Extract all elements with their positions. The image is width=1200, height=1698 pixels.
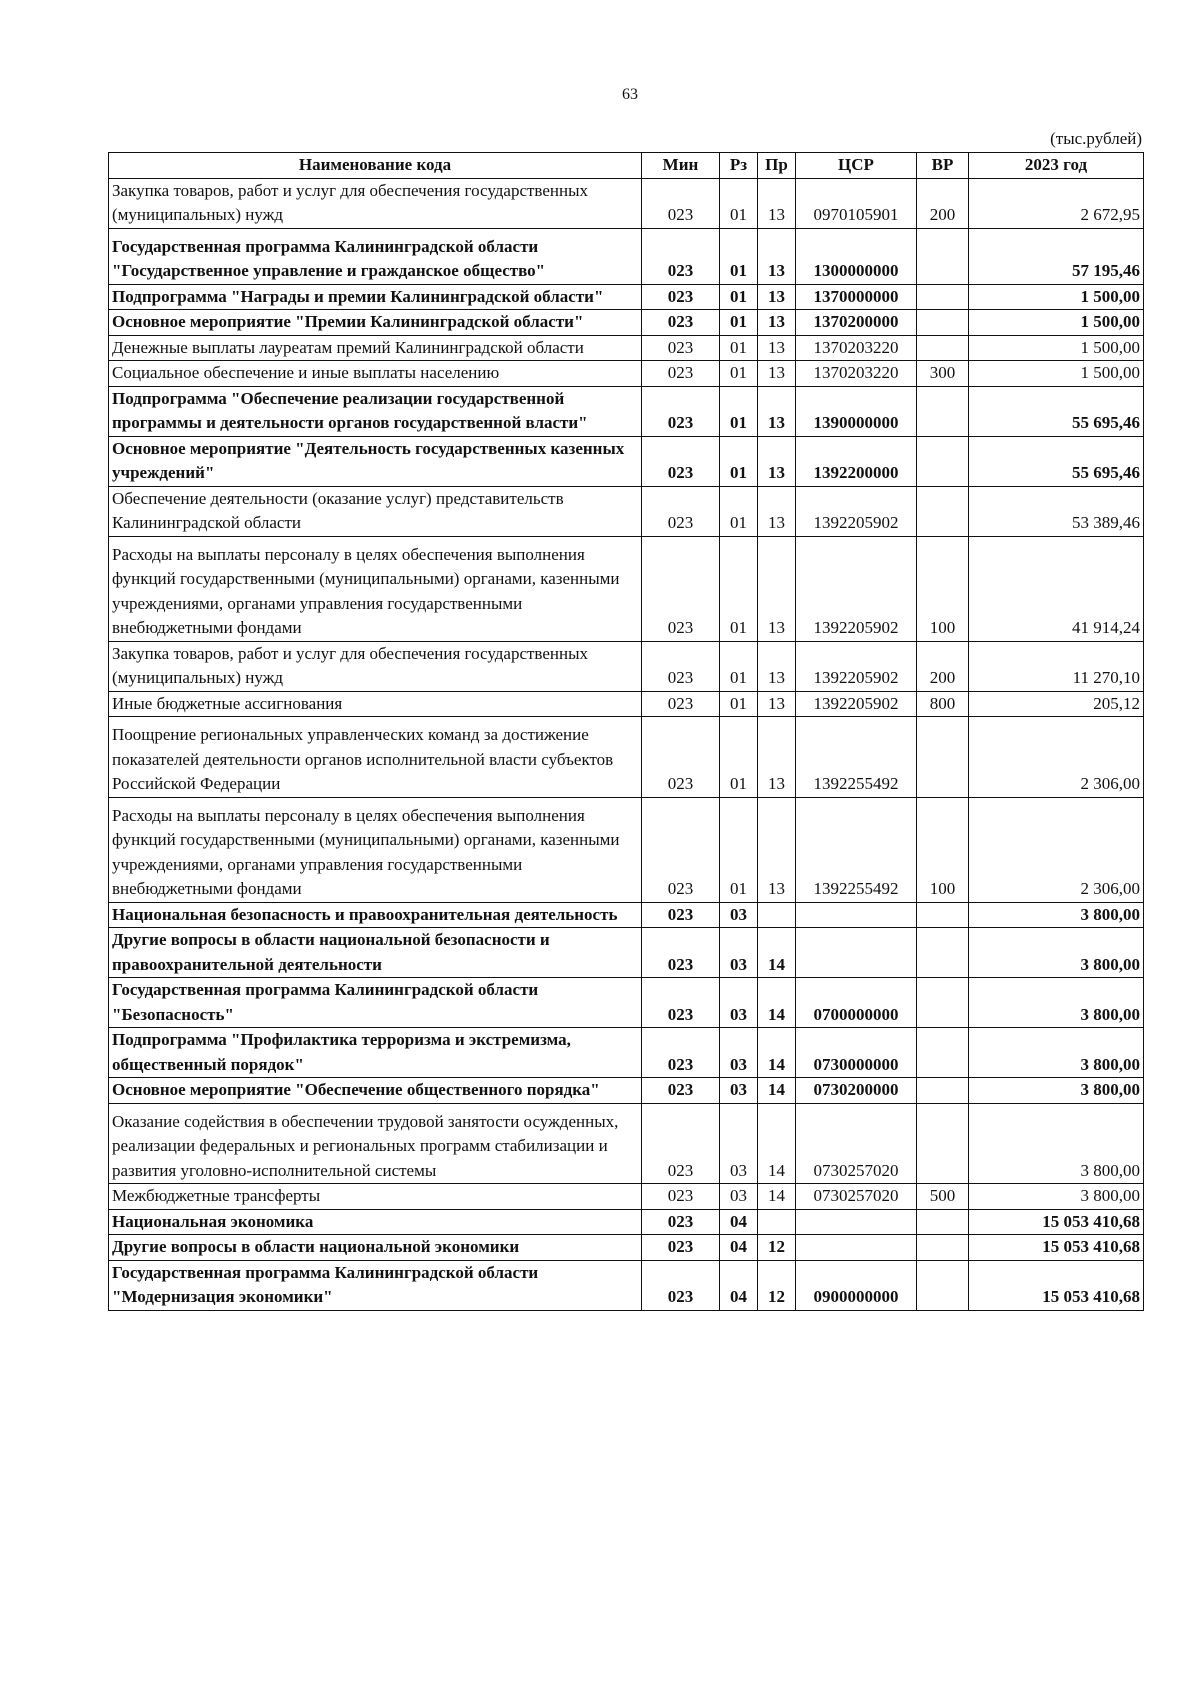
cell-rz: 01 bbox=[720, 536, 758, 641]
cell-amount: 2 306,00 bbox=[969, 797, 1144, 902]
table-row bbox=[109, 1184, 1144, 1210]
cell-pr: 13 bbox=[758, 486, 796, 536]
cell-min: 023 bbox=[642, 228, 720, 284]
table-row bbox=[109, 436, 1144, 486]
cell-name: Государственная программа Калининградской области "Модернизация экономики" bbox=[109, 1260, 642, 1310]
cell-min: 023 bbox=[642, 386, 720, 436]
cell-min: 023 bbox=[642, 361, 720, 387]
cell-rz: 03 bbox=[720, 1103, 758, 1184]
cell-name: Подпрограмма "Обеспечение реализации государственной программы и деятельности органов государственной власти" bbox=[109, 386, 642, 436]
cell-csr: 1390000000 bbox=[796, 386, 917, 436]
cell-pr: 13 bbox=[758, 691, 796, 717]
cell-pr: 14 bbox=[758, 1078, 796, 1104]
cell-rz: 04 bbox=[720, 1209, 758, 1235]
cell-vr: 800 bbox=[917, 691, 969, 717]
cell-vr bbox=[917, 310, 969, 336]
cell-csr: 0730200000 bbox=[796, 1078, 917, 1104]
cell-vr bbox=[917, 1209, 969, 1235]
cell-min: 023 bbox=[642, 436, 720, 486]
cell-csr: 1392205902 bbox=[796, 641, 917, 691]
cell-name: Иные бюджетные ассигнования bbox=[109, 691, 642, 717]
cell-pr: 13 bbox=[758, 436, 796, 486]
cell-rz: 01 bbox=[720, 228, 758, 284]
cell-amount: 2 672,95 bbox=[969, 178, 1144, 228]
table-header bbox=[109, 153, 1144, 179]
table-row bbox=[109, 717, 1144, 798]
cell-name: Расходы на выплаты персоналу в целях обеспечения выполнения функций государственными (муниципальными) органами, казенными учреждениями, органами управления государственными внебюджетными фондами bbox=[109, 797, 642, 902]
table-row bbox=[109, 536, 1144, 641]
cell-min: 023 bbox=[642, 1103, 720, 1184]
cell-min: 023 bbox=[642, 1260, 720, 1310]
cell-vr bbox=[917, 928, 969, 978]
table-row bbox=[109, 1235, 1144, 1261]
cell-rz: 01 bbox=[720, 284, 758, 310]
cell-rz: 04 bbox=[720, 1260, 758, 1310]
cell-rz: 03 bbox=[720, 1078, 758, 1104]
cell-amount: 11 270,10 bbox=[969, 641, 1144, 691]
cell-name: Другие вопросы в области национальной безопасности и правоохранительной деятельности bbox=[109, 928, 642, 978]
table-row bbox=[109, 1103, 1144, 1184]
cell-min: 023 bbox=[642, 978, 720, 1028]
cell-csr: 1392255492 bbox=[796, 717, 917, 798]
cell-min: 023 bbox=[642, 1028, 720, 1078]
cell-rz: 01 bbox=[720, 691, 758, 717]
budget-table bbox=[108, 152, 1144, 1311]
cell-pr bbox=[758, 1209, 796, 1235]
cell-pr: 13 bbox=[758, 228, 796, 284]
cell-pr: 12 bbox=[758, 1235, 796, 1261]
cell-name: Национальная экономика bbox=[109, 1209, 642, 1235]
cell-amount: 1 500,00 bbox=[969, 310, 1144, 336]
table-row bbox=[109, 486, 1144, 536]
table-row bbox=[109, 797, 1144, 902]
cell-amount: 3 800,00 bbox=[969, 902, 1144, 928]
cell-name: Закупка товаров, работ и услуг для обеспечения государственных (муниципальных) нужд bbox=[109, 178, 642, 228]
table-row bbox=[109, 335, 1144, 361]
cell-csr: 0730257020 bbox=[796, 1184, 917, 1210]
cell-pr: 14 bbox=[758, 1028, 796, 1078]
cell-amount: 15 053 410,68 bbox=[969, 1260, 1144, 1310]
table-row bbox=[109, 284, 1144, 310]
header-name: Наименование кода bbox=[109, 153, 642, 179]
cell-min: 023 bbox=[642, 486, 720, 536]
cell-pr: 14 bbox=[758, 928, 796, 978]
cell-name: Государственная программа Калининградской области "Государственное управление и гражданское общество" bbox=[109, 228, 642, 284]
cell-rz: 01 bbox=[720, 486, 758, 536]
cell-vr: 200 bbox=[917, 641, 969, 691]
cell-csr bbox=[796, 1209, 917, 1235]
cell-pr: 13 bbox=[758, 310, 796, 336]
cell-vr bbox=[917, 902, 969, 928]
cell-name: Расходы на выплаты персоналу в целях обеспечения выполнения функций государственными (муниципальными) органами, казенными учреждениями, органами управления государственными внебюджетными фондами bbox=[109, 536, 642, 641]
cell-name: Межбюджетные трансферты bbox=[109, 1184, 642, 1210]
cell-amount: 2 306,00 bbox=[969, 717, 1144, 798]
cell-vr bbox=[917, 335, 969, 361]
cell-csr: 1392200000 bbox=[796, 436, 917, 486]
cell-amount: 55 695,46 bbox=[969, 386, 1144, 436]
cell-name: Основное мероприятие "Деятельность государственных казенных учреждений" bbox=[109, 436, 642, 486]
cell-name: Оказание содействия в обеспечении трудовой занятости осужденных, реализации федеральных и региональных программ стабилизации и развития уголовно-исполнительной системы bbox=[109, 1103, 642, 1184]
cell-min: 023 bbox=[642, 641, 720, 691]
cell-vr bbox=[917, 1028, 969, 1078]
cell-csr bbox=[796, 928, 917, 978]
table-row bbox=[109, 178, 1144, 228]
table-row bbox=[109, 978, 1144, 1028]
cell-pr: 13 bbox=[758, 284, 796, 310]
cell-vr bbox=[917, 978, 969, 1028]
cell-pr: 14 bbox=[758, 1103, 796, 1184]
cell-vr bbox=[917, 436, 969, 486]
table-row bbox=[109, 1209, 1144, 1235]
cell-amount: 3 800,00 bbox=[969, 1028, 1144, 1078]
cell-vr bbox=[917, 1103, 969, 1184]
cell-vr: 300 bbox=[917, 361, 969, 387]
cell-rz: 03 bbox=[720, 1028, 758, 1078]
cell-rz: 01 bbox=[720, 641, 758, 691]
cell-rz: 03 bbox=[720, 1184, 758, 1210]
cell-csr: 1392205902 bbox=[796, 691, 917, 717]
cell-csr: 1370203220 bbox=[796, 335, 917, 361]
table-row bbox=[109, 386, 1144, 436]
cell-name: Денежные выплаты лауреатам премий Калининградской области bbox=[109, 335, 642, 361]
table-body bbox=[109, 178, 1144, 1310]
cell-pr bbox=[758, 902, 796, 928]
cell-name: Основное мероприятие "Премии Калининградской области" bbox=[109, 310, 642, 336]
cell-min: 023 bbox=[642, 178, 720, 228]
cell-amount: 1 500,00 bbox=[969, 335, 1144, 361]
header-year: 2023 год bbox=[969, 153, 1144, 179]
cell-csr bbox=[796, 902, 917, 928]
cell-name: Основное мероприятие "Обеспечение общественного порядка" bbox=[109, 1078, 642, 1104]
cell-pr: 14 bbox=[758, 978, 796, 1028]
cell-csr: 1370200000 bbox=[796, 310, 917, 336]
cell-name: Обеспечение деятельности (оказание услуг) представительств Калининградской области bbox=[109, 486, 642, 536]
cell-name: Подпрограмма "Профилактика терроризма и экстремизма, общественный порядок" bbox=[109, 1028, 642, 1078]
cell-rz: 01 bbox=[720, 797, 758, 902]
header-min: Мин bbox=[642, 153, 720, 179]
page-number: 63 bbox=[622, 86, 638, 103]
cell-csr: 0700000000 bbox=[796, 978, 917, 1028]
cell-csr: 1392205902 bbox=[796, 486, 917, 536]
cell-name: Подпрограмма "Награды и премии Калининградской области" bbox=[109, 284, 642, 310]
cell-vr: 100 bbox=[917, 797, 969, 902]
table-row bbox=[109, 691, 1144, 717]
table-row bbox=[109, 928, 1144, 978]
cell-csr: 1300000000 bbox=[796, 228, 917, 284]
cell-rz: 01 bbox=[720, 310, 758, 336]
cell-rz: 03 bbox=[720, 978, 758, 1028]
cell-amount: 15 053 410,68 bbox=[969, 1209, 1144, 1235]
cell-csr: 0730000000 bbox=[796, 1028, 917, 1078]
cell-pr: 13 bbox=[758, 335, 796, 361]
cell-amount: 1 500,00 bbox=[969, 361, 1144, 387]
cell-pr: 13 bbox=[758, 717, 796, 798]
units-label: (тыс.рублей) bbox=[1050, 129, 1142, 148]
cell-rz: 01 bbox=[720, 717, 758, 798]
cell-min: 023 bbox=[642, 928, 720, 978]
cell-name: Национальная безопасность и правоохранительная деятельность bbox=[109, 902, 642, 928]
cell-vr: 100 bbox=[917, 536, 969, 641]
header-rz: Рз bbox=[720, 153, 758, 179]
cell-min: 023 bbox=[642, 1078, 720, 1104]
cell-csr: 0730257020 bbox=[796, 1103, 917, 1184]
cell-min: 023 bbox=[642, 536, 720, 641]
cell-pr: 13 bbox=[758, 178, 796, 228]
cell-pr: 13 bbox=[758, 386, 796, 436]
cell-min: 023 bbox=[642, 284, 720, 310]
cell-amount: 15 053 410,68 bbox=[969, 1235, 1144, 1261]
cell-min: 023 bbox=[642, 691, 720, 717]
header-csr: ЦСР bbox=[796, 153, 917, 179]
cell-vr bbox=[917, 284, 969, 310]
cell-csr: 0970105901 bbox=[796, 178, 917, 228]
cell-pr: 13 bbox=[758, 641, 796, 691]
table-row bbox=[109, 361, 1144, 387]
table-row bbox=[109, 641, 1144, 691]
cell-rz: 01 bbox=[720, 386, 758, 436]
cell-rz: 01 bbox=[720, 335, 758, 361]
cell-amount: 3 800,00 bbox=[969, 978, 1144, 1028]
cell-name: Государственная программа Калининградской области "Безопасность" bbox=[109, 978, 642, 1028]
header-vr: ВР bbox=[917, 153, 969, 179]
cell-amount: 3 800,00 bbox=[969, 1103, 1144, 1184]
header-row bbox=[109, 153, 1144, 179]
cell-amount: 41 914,24 bbox=[969, 536, 1144, 641]
cell-csr: 1370203220 bbox=[796, 361, 917, 387]
cell-pr: 13 bbox=[758, 536, 796, 641]
cell-vr bbox=[917, 228, 969, 284]
cell-min: 023 bbox=[642, 797, 720, 902]
table-row bbox=[109, 1260, 1144, 1310]
cell-rz: 01 bbox=[720, 178, 758, 228]
cell-rz: 01 bbox=[720, 361, 758, 387]
cell-vr bbox=[917, 486, 969, 536]
cell-vr bbox=[917, 386, 969, 436]
cell-min: 023 bbox=[642, 1209, 720, 1235]
cell-rz: 04 bbox=[720, 1235, 758, 1261]
cell-min: 023 bbox=[642, 1184, 720, 1210]
cell-rz: 01 bbox=[720, 436, 758, 486]
cell-name: Социальное обеспечение и иные выплаты населению bbox=[109, 361, 642, 387]
cell-amount: 57 195,46 bbox=[969, 228, 1144, 284]
cell-pr: 14 bbox=[758, 1184, 796, 1210]
cell-csr: 0900000000 bbox=[796, 1260, 917, 1310]
cell-rz: 03 bbox=[720, 902, 758, 928]
cell-min: 023 bbox=[642, 902, 720, 928]
cell-name: Поощрение региональных управленческих команд за достижение показателей деятельности органов исполнительной власти субъектов Российской Федерации bbox=[109, 717, 642, 798]
cell-amount: 3 800,00 bbox=[969, 1078, 1144, 1104]
cell-amount: 3 800,00 bbox=[969, 928, 1144, 978]
cell-vr bbox=[917, 717, 969, 798]
cell-min: 023 bbox=[642, 310, 720, 336]
cell-min: 023 bbox=[642, 717, 720, 798]
cell-csr bbox=[796, 1235, 917, 1261]
cell-csr: 1392205902 bbox=[796, 536, 917, 641]
cell-vr bbox=[917, 1260, 969, 1310]
table-row bbox=[109, 1028, 1144, 1078]
cell-vr bbox=[917, 1078, 969, 1104]
cell-pr: 12 bbox=[758, 1260, 796, 1310]
table-row bbox=[109, 310, 1144, 336]
cell-vr bbox=[917, 1235, 969, 1261]
cell-min: 023 bbox=[642, 335, 720, 361]
cell-amount: 1 500,00 bbox=[969, 284, 1144, 310]
header-pr: Пр bbox=[758, 153, 796, 179]
cell-rz: 03 bbox=[720, 928, 758, 978]
table-row bbox=[109, 1078, 1144, 1104]
cell-amount: 55 695,46 bbox=[969, 436, 1144, 486]
cell-vr: 200 bbox=[917, 178, 969, 228]
table-row bbox=[109, 228, 1144, 284]
table-row bbox=[109, 902, 1144, 928]
cell-amount: 205,12 bbox=[969, 691, 1144, 717]
cell-amount: 3 800,00 bbox=[969, 1184, 1144, 1210]
cell-pr: 13 bbox=[758, 361, 796, 387]
cell-amount: 53 389,46 bbox=[969, 486, 1144, 536]
cell-pr: 13 bbox=[758, 797, 796, 902]
cell-vr: 500 bbox=[917, 1184, 969, 1210]
cell-min: 023 bbox=[642, 1235, 720, 1261]
cell-csr: 1392255492 bbox=[796, 797, 917, 902]
cell-name: Закупка товаров, работ и услуг для обеспечения государственных (муниципальных) нужд bbox=[109, 641, 642, 691]
cell-csr: 1370000000 bbox=[796, 284, 917, 310]
cell-name: Другие вопросы в области национальной экономики bbox=[109, 1235, 642, 1261]
